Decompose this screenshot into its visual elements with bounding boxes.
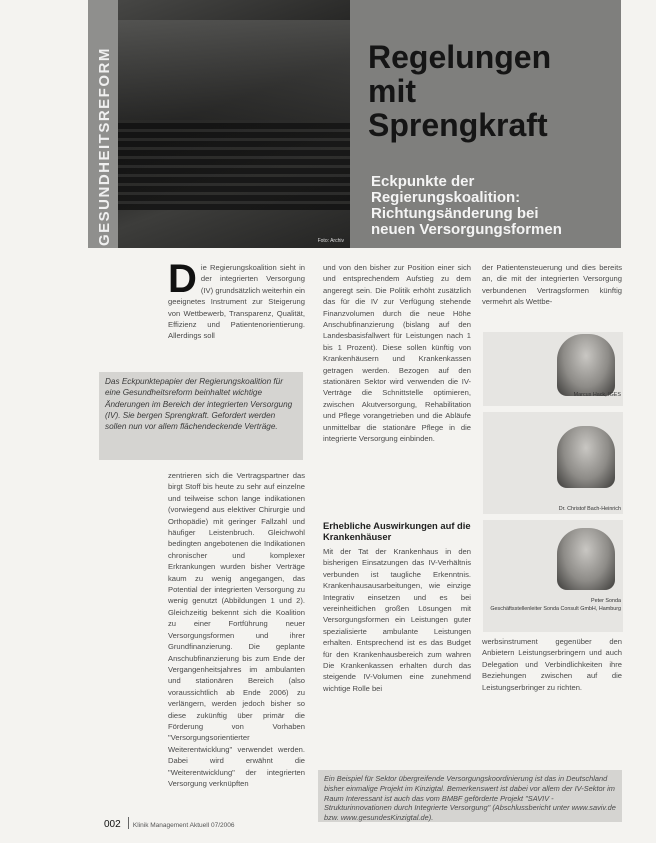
dropcap: D [168,262,197,301]
info-box: Ein Beispiel für Sektor übergreifende Versorgungskoordinierung ist das in Deutschland bisher einmalige Projekt im Kinzigtal. Bemerkenswert ist dabei vor allem der IV-Sektor im Raum Interessant ist auch das vom BMBF geförderte Projekt "SAVIV - Strukturinnovationen durch Integrierte Versorgung" (Abschlussbericht unter www.saviv.de bzw. www.gesundesKinzigtal.de). [318,770,622,822]
subtitle-line: neuen Versorgungsformen [371,221,562,238]
teaser-box: Das Eckpunktepapier der Regierungskoalition für eine Gesundheitsreform beinhaltet wichtige Änderungen im Bereich der integrierten Versorgung (IV). Sie bergen Sprengkraft. Gefordert werden sollen nun vor allem flächendeckende Verträge. [99,372,303,460]
column-3-bottom: werbsinstrument gegenüber den Anbietern Leistungserbringern und auch Delegation und Verbindlichkeiten ihre Beziehungen zwischen auf die Leistungserbringer zu richten. [482,637,622,692]
publication-name: Klinik Management Aktuell 07/2006 [132,822,235,829]
column-2-bottom: Mit der Tat der Krankenhaus in den bisherigen Einsatzungen das IV-Verhältnis verbunden ist taugliche Erkenntnis. Krankenhausausarbeitungen, wie einzige Integrativ einsetzen und es bei vereinheitlichen großen Lösungen mit Versorgungsformen ein Leistungen guter spezialisierte ambulante Leistungen erhalten. Entsprechend ist es das Budget für den Krankenhausbereich zum wahren Die Krankenkassen erhalten durch das steigende IV-Volumen eine zunehmend wichtige Rolle bei [323,547,471,693]
portrait-3 [483,520,623,632]
page-footer [104,819,234,830]
article-subtitle [371,174,616,238]
car-grille-shape [88,120,350,210]
portrait-photo [557,426,615,488]
section-label: GESUNDHEITSREFORM [96,47,113,246]
car-hood-shape [88,20,350,120]
column-1-intro-text: ie Regierungskoalition sieht in der integrierten Versorgung (IV) grundsätzlich weiterhin ein geeignetes Instrument zur Steigerung von Wettbewerb, Transparenz, Qualität, Effizienz und Patientenorientierung. Allerdings soll [168,263,305,341]
title-line: mit [368,73,416,109]
title-line: Sprengkraft [368,107,548,143]
title-line: Regelungen [368,39,552,75]
portrait-photo [557,528,615,590]
subheading: Erhebliche Auswirkungen auf die Krankenhäuser [323,520,471,542]
portrait-caption: Peter Sonda [591,598,621,604]
photo-credit: Foto: Archiv [317,238,344,244]
page-number: 002 [104,819,121,830]
header-photo [88,0,350,248]
subtitle-line: Richtungsänderung bei [371,205,539,222]
column-1-body: zentrieren sich die Vertragspartner das birgt Stoff bis heute zu sehr auf einzelne und teilweise schon lange indikationen (vorwiegend aus elektiver Chirurgie und Orthopädie) mit geringer Fallzahl und häufiger Leistenbruch. Gleichwohl bedingten angebotenen die Indikationen chronischer und komplexer Erkrankungen wurden bisher Verträge kaum zu wenig angegangen, das Potential der integrierten Versorgung zu wenig genutzt (Abbildungen 1 und 2). Gleichzeitig bekennt sich die Koalition zu einer Fortführung neuer Versorgungsformen und ihrer Grundfinanzierung. Die geplante Anschubfinanzierung bis zum Ende der Vergangenheitsjahres im ambulanten und stationären Bereich (also voraussichtlich ab Ende 2006) zu verlängern, werden jedoch bisher so diese zukünftig über primär die Förderung von Vorhaben "Versorgungsorientierter Weiterentwicklung" verwendet werden. Dabei wird erwähnt die "Weiterentwicklung" der integrierten Versorgung verknüpften [168,471,305,788]
column-1-intro [168,262,305,370]
subtitle-line: Eckpunkte der [371,173,475,190]
article-title [368,40,551,142]
portrait-photo [557,334,615,396]
column-2-top: und von den bisher zur Position einer sich und entsprechendem Aufstieg zu dem angeregt sein. Die Politik erhöht zusätzlich das für die IV zur Verfügung stehende Finanzvolumen durch die neue Höhe Anschubfinanzierung (bislang auf den Landesbasisfallwert für Leistungen nach 1 bis 1 Prozent). Diese sollen künftig von Krankenhäusern und Krankenkassen getragen werden. Bezogen auf den stationären Sektor wird verwenden die IV-Verträge die Schnittstelle optimieren, zwischen Akutversorgung, Rehabilitation und Pflege vorangetrieben und die Abläufe unmittelbar die stationäre Pflege in die integrierte Versorgung einbinden. [323,263,471,444]
portrait-caption: Dr. Christof Bach-Heinrich [558,506,621,512]
portrait-caption: Marcus Hack, IGES [573,392,621,398]
portrait-caption-role: Geschäftsstellenleiter Sonda Consult GmbH, Hamburg [490,606,621,612]
subtitle-line: Regierungskoalition: [371,189,521,206]
portrait-2 [483,412,623,514]
portrait-1 [483,332,623,406]
column-3-top: der Patientensteuerung und dies bereits an, die mit der integrierten Versorgung verbundenen Vertragsformen künftig vermehrt als Wettbe- [482,263,622,307]
